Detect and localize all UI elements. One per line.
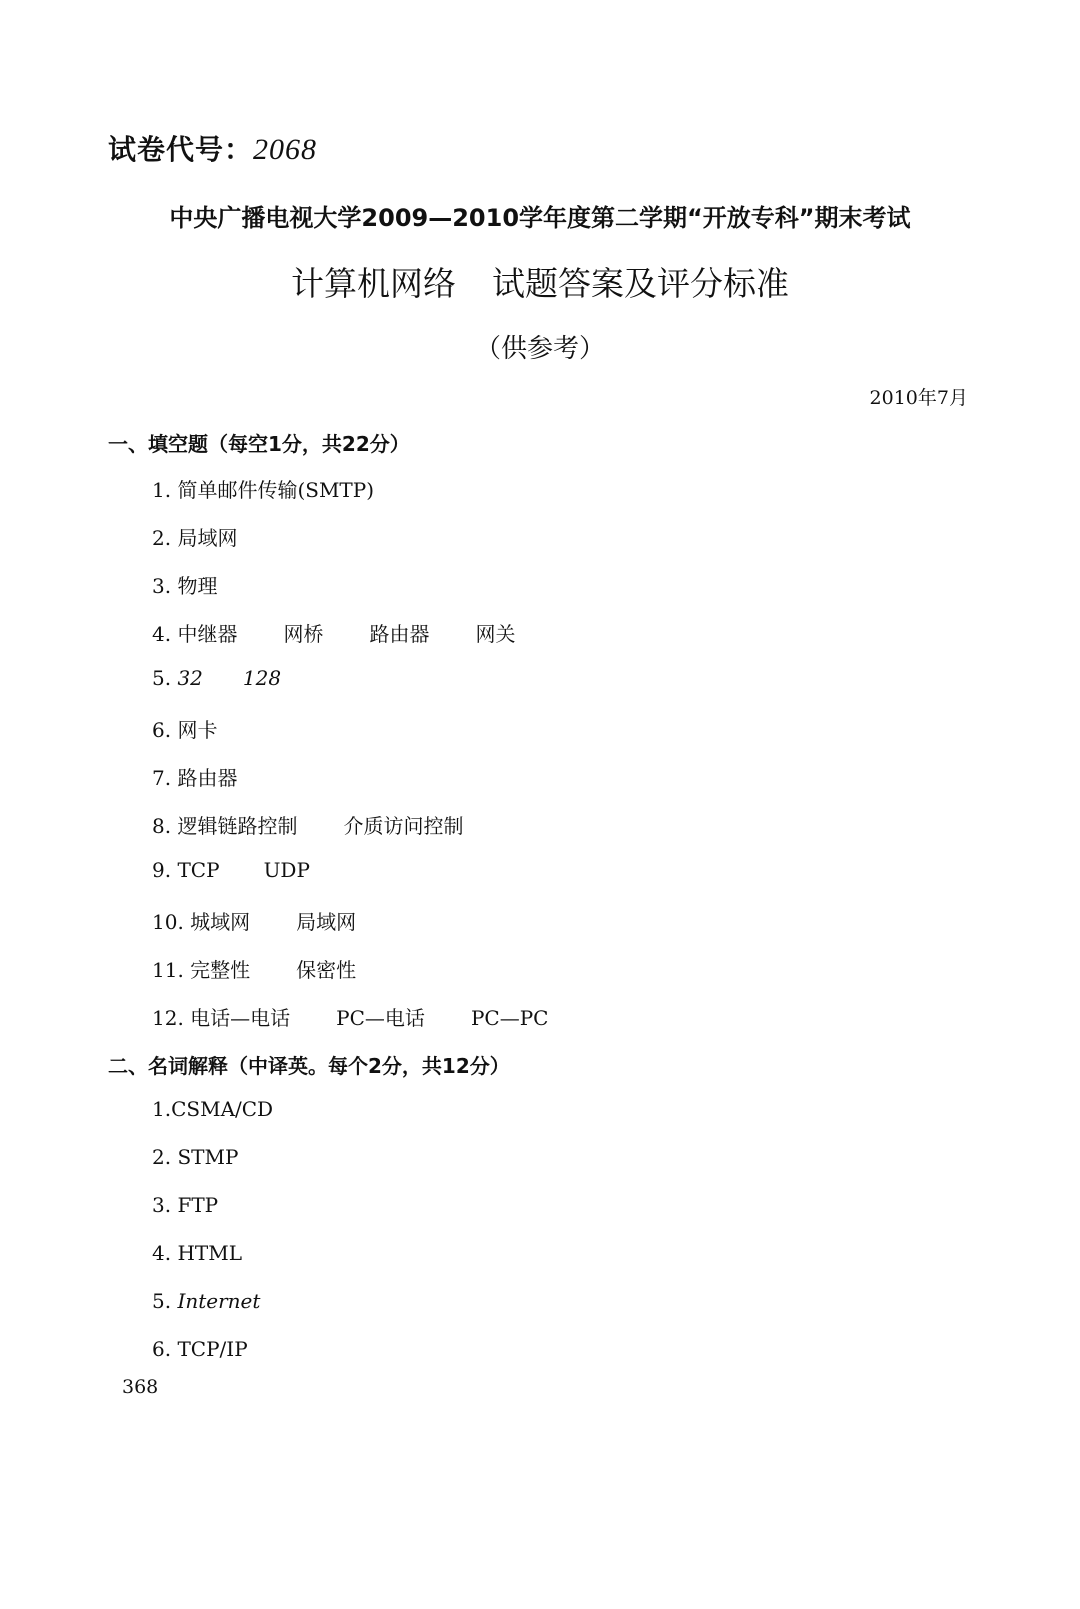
- list-item: 5. Internet: [152, 1289, 261, 1313]
- list-item: 2. STMP: [152, 1145, 239, 1169]
- list-item: 12. 电话—电话 PC—电话 PC—PC: [152, 1006, 549, 1030]
- list-item: 4. HTML: [152, 1241, 242, 1265]
- list-item: 9. TCP UDP: [152, 858, 310, 882]
- list-item: 1. 简单邮件传输(SMTP): [152, 478, 375, 502]
- list-item: 3. 物理: [152, 574, 218, 598]
- exam-code: [108, 128, 317, 168]
- section2-heading: 二、名词解释（中译英。每个2分，共12分）: [108, 1054, 510, 1078]
- list-item: 8. 逻辑链路控制 介质访问控制: [152, 814, 464, 838]
- exam-date: 2010年7月: [869, 387, 968, 409]
- exam-code-number: 2068: [253, 133, 318, 166]
- list-item: 2. 局域网: [152, 526, 238, 550]
- subtitle: （供参考）: [474, 334, 605, 364]
- list-item: 4. 中继器 网桥 路由器 网关: [152, 622, 516, 646]
- list-item: 3. FTP: [152, 1193, 219, 1217]
- title-description: 试题答案及评分标准: [492, 264, 789, 303]
- list-item: 11. 完整性 保密性: [152, 958, 357, 982]
- course-name: 计算机网络: [291, 264, 456, 303]
- list-item: 6. TCP/IP: [152, 1337, 248, 1361]
- exam-code-label: 试卷代号：: [108, 133, 254, 166]
- school-exam-line: 中央广播电视大学2009—2010学年度第二学期“开放专科”期末考试: [169, 204, 911, 232]
- list-item: 10. 城域网 局域网: [152, 910, 357, 934]
- list-item: 5. 32 128: [152, 666, 282, 690]
- list-item: 1.CSMA/CD: [152, 1097, 274, 1121]
- section1-heading: 一、填空题（每空1分，共22分）: [108, 432, 410, 456]
- page-title: [0, 258, 1080, 305]
- list-item: 6. 网卡: [152, 718, 218, 742]
- page-number: 368: [122, 1376, 159, 1398]
- list-item: 7. 路由器: [152, 766, 238, 790]
